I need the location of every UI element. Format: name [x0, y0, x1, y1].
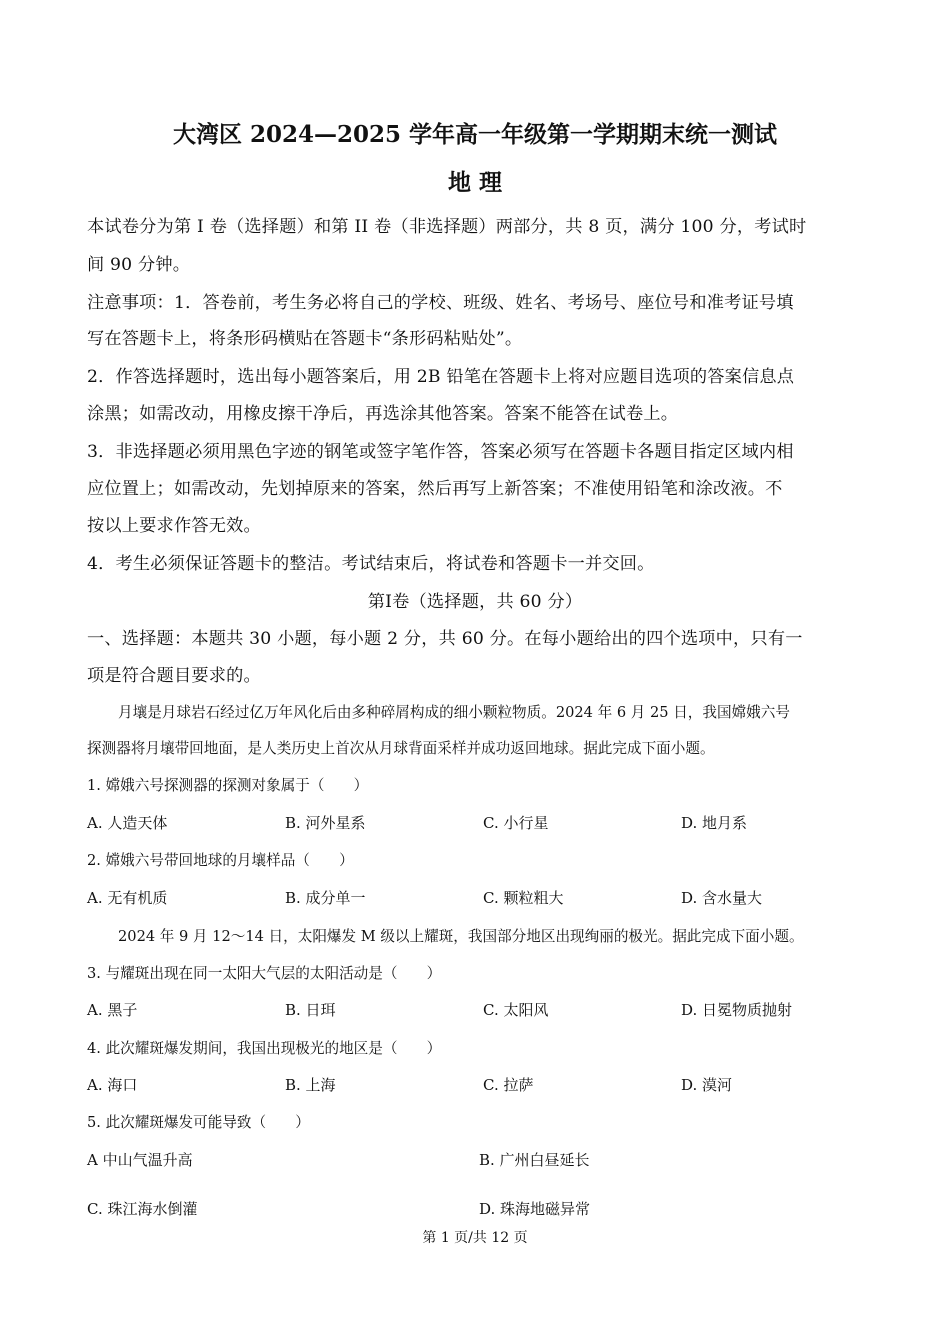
note-2-line-1: 2．作答选择题时，选出每小题答案后，用 2B 铅笔在答题卡上将对应题目选项的答案信息点 — [87, 367, 795, 387]
question-2-option-d: D. 含水量大 — [681, 889, 763, 907]
note-2-line-2: 涂黑；如需改动，用橡皮擦干净后，再选涂其他答案。答案不能答在试卷上。 — [87, 404, 679, 424]
note-3-line-3: 按以上要求作答无效。 — [87, 516, 261, 536]
question-1-stem: 1. 嫦娥六号探测器的探测对象属于（ ） — [87, 777, 369, 794]
intro-line-1: 本试卷分为第 I 卷（选择题）和第 II 卷（非选择题）两部分，共 8 页，满分 100 分，考试时 — [87, 217, 807, 237]
question-4-option-d: D. 漠河 — [681, 1076, 733, 1094]
note-3-line-2: 应位置上；如需改动，先划掉原来的答案，然后再写上新答案；不准使用铅笔和涂改液。不 — [87, 479, 783, 499]
note-1-line-2: 写在答题卡上，将条形码横贴在答题卡“条形码粘贴处”。 — [87, 329, 523, 349]
question-3-option-d: D. 日冕物质抛射 — [681, 1001, 793, 1019]
question-3-stem: 3. 与耀斑出现在同一太阳大气层的太阳活动是（ ） — [87, 965, 442, 982]
question-5-option-d: D. 珠海地磁异常 — [479, 1200, 591, 1218]
question-2-option-b: B. 成分单一 — [285, 889, 366, 907]
section-heading: 第Ⅰ卷（选择题，共 60 分） — [367, 592, 583, 612]
passage-1-line-1: 月壤是月球岩石经过亿万年风化后由多种碎屑构成的细小颗粒物质。2024 年 6 月 25 日，我国嫦娥六号 — [118, 704, 790, 721]
question-3-option-c: C. 太阳风 — [483, 1001, 549, 1019]
question-5-option-a: A 中山气温升高 — [87, 1151, 193, 1169]
section-instruction-1: 一、选择题：本题共 30 小题，每小题 2 分，共 60 分。在每小题给出的四个选项中，只有一 — [87, 629, 803, 649]
question-1-option-c: C. 小行星 — [483, 814, 549, 832]
question-4-option-a: A. 海口 — [87, 1076, 138, 1094]
passage-2-line-1: 2024 年 9 月 12～14 日，太阳爆发 M 级以上耀斑，我国部分地区出现绚丽的极光。据此完成下面小题。 — [118, 928, 804, 945]
question-1-option-a: A. 人造天体 — [87, 814, 168, 832]
question-2-option-c: C. 颗粒粗大 — [483, 889, 564, 907]
question-3-option-b: B. 日珥 — [285, 1001, 336, 1019]
question-4-option-c: C. 拉萨 — [483, 1076, 534, 1094]
question-5-option-c: C. 珠江海水倒灌 — [87, 1200, 198, 1218]
section-instruction-2: 项是符合题目要求的。 — [87, 666, 261, 686]
page-number: 第 1 页/共 12 页 — [422, 1230, 528, 1246]
question-4-option-b: B. 上海 — [285, 1076, 336, 1094]
question-1-option-b: B. 河外星系 — [285, 814, 366, 832]
passage-1-line-2: 探测器将月壤带回地面，是人类历史上首次从月球背面采样并成功返回地球。据此完成下面小题。 — [87, 740, 715, 757]
question-5-stem: 5. 此次耀斑爆发可能导致（ ） — [87, 1114, 310, 1131]
question-1-option-d: D. 地月系 — [681, 814, 748, 832]
question-5-option-b: B. 广州白昼延长 — [479, 1151, 590, 1169]
note-3-line-1: 3．非选择题必须用黑色字迹的钢笔或签字笔作答，答案必须写在答题卡各题目指定区域内相 — [87, 442, 794, 462]
subject-title: 地 理 — [447, 169, 502, 196]
question-2-option-a: A. 无有机质 — [87, 889, 168, 907]
exam-title: 大湾区 2024—2025 学年高一年级第一学期期末统一测试 — [172, 121, 778, 148]
question-3-option-a: A. 黑子 — [87, 1001, 138, 1019]
intro-line-2: 间 90 分钟。 — [87, 255, 191, 275]
question-2-stem: 2. 嫦娥六号带回地球的月壤样品（ ） — [87, 852, 354, 869]
note-1-line-1: 注意事项：1．答卷前，考生务必将自己的学校、班级、姓名、考场号、座位号和准考证号填 — [87, 293, 794, 313]
note-4: 4．考生必须保证答题卡的整洁。考试结束后，将试卷和答题卡一并交回。 — [87, 554, 655, 574]
question-4-stem: 4. 此次耀斑爆发期间，我国出现极光的地区是（ ） — [87, 1040, 442, 1057]
